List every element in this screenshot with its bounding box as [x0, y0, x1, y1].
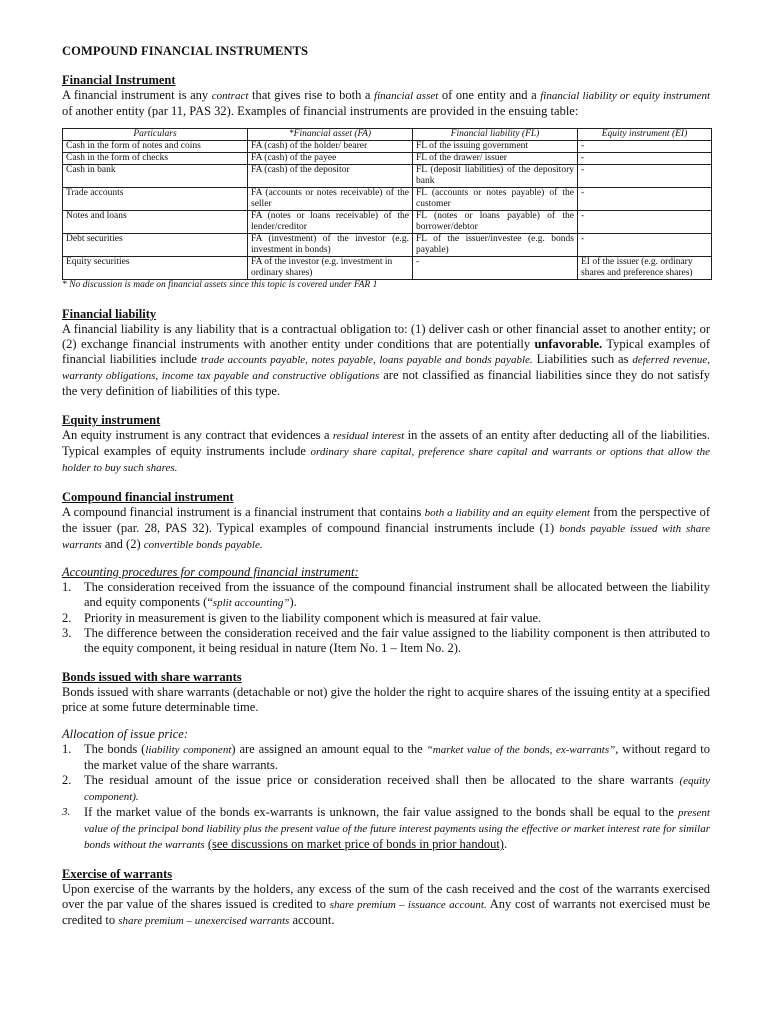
text-run: ) are assigned an amount equal to the	[231, 742, 427, 756]
table-cell: FL of the issuer/investee (e.g. bonds payable)	[413, 234, 578, 257]
text-run: A financial instrument is any	[62, 88, 212, 102]
list-number: 1.	[62, 580, 72, 594]
compound-instrument-paragraph	[62, 505, 710, 553]
italic-term: deferred revenue, warranty obligations, income tax payable and constructive obligations	[62, 354, 710, 382]
table-cell: Cash in the form of notes and coins	[63, 141, 248, 153]
text-run: The difference between the consideration received and the fair value assigned to the liability component is then attributed to the equity component, it being residual in nature (Item No. 1 – Item No. 2).	[84, 626, 710, 655]
table-row	[63, 234, 712, 257]
italic-term: financial liability or equity instrument	[540, 90, 711, 102]
exercise-warrants-heading: Exercise of warrants	[62, 867, 173, 881]
financial-liability-paragraph	[62, 322, 710, 399]
table-cell: -	[578, 234, 712, 257]
text-run: If the market value of the bonds ex-warrants is unknown, the fair value assigned to the bonds shall be equal to the	[84, 805, 679, 819]
text-run: The bonds (	[84, 742, 146, 756]
text-run: Typical examples of financial liabilities include	[62, 337, 710, 366]
column-header: Equity instrument (EI)	[578, 129, 712, 141]
list-item	[62, 580, 710, 611]
italic-term: convertible bonds payable.	[143, 539, 263, 551]
table-cell: FL (deposit liabilities) of the depository bank	[413, 165, 578, 188]
table-cell: FL of the drawer/ issuer	[413, 153, 578, 165]
column-header: *Financial asset (FA)	[248, 129, 413, 141]
list-item	[62, 611, 710, 626]
table-cell: FA (cash) of the holder/ bearer	[248, 141, 413, 153]
italic-term: share premium – issuance account.	[329, 899, 487, 911]
text-run: from the perspective of the issuer (par. 28, PAS 32). Typical examples of compound financial instruments include (1)	[62, 505, 711, 535]
italic-term: residual interest	[332, 430, 405, 442]
table-row	[63, 153, 712, 165]
italic-term: (equity component).	[84, 775, 710, 803]
equity-instrument-paragraph	[62, 428, 710, 476]
table-cell: FL (notes or loans payable) of the borrower/debtor	[413, 211, 578, 234]
table-cell: FA (notes or loans receivable) of the lender/creditor	[248, 211, 413, 234]
italic-term: split accounting”	[212, 597, 290, 609]
bold-term: unfavorable.	[534, 337, 603, 351]
italic-term: bonds payable issued with share warrants	[62, 523, 710, 551]
underlined-reference: (see discussions on market price of bonds in prior handout)	[207, 837, 504, 851]
accounting-procedures-list	[62, 580, 710, 656]
list-number: 2.	[62, 773, 72, 787]
column-header: Financial liability (FL)	[413, 129, 578, 141]
financial-instrument-paragraph	[62, 88, 710, 119]
italic-term: present value of the principal bond liability plus the present value of the future interest payments using the effective or market interest rate for similar bonds without the warrants	[84, 807, 710, 851]
list-item	[62, 773, 710, 805]
table-header-row	[63, 129, 712, 141]
list-number: 3.	[62, 806, 71, 818]
list-item	[62, 626, 710, 656]
text-run: of one entity and a	[438, 88, 541, 102]
table-cell: Trade accounts	[63, 188, 248, 211]
text-run: Upon exercise of the warrants by the holders, any excess of the sum of the cash received and the cost of the warrants exercised over the par value of the shares issued is credited to	[62, 882, 710, 911]
table-cell: FL of the issuing government	[413, 141, 578, 153]
table-cell: Cash in the form of checks	[63, 153, 248, 165]
text-run: , without regard to the market value of the share warrants.	[84, 742, 710, 772]
text-run: The consideration received from the issuance of the compound financial instrument shall be allocated between the liability and equity components (“	[84, 580, 710, 609]
document-title: COMPOUND FINANCIAL INSTRUMENTS	[62, 44, 309, 58]
table-cell: Equity securities	[63, 257, 248, 280]
list-item	[62, 805, 710, 853]
italic-term: “market value of the bonds, ex-warrants”	[426, 744, 616, 756]
italic-term: share premium – unexercised warrants	[118, 915, 290, 927]
text-run: of another entity (par 11, PAS 32). Examples of financial instruments are provided in the ensuing table:	[62, 104, 579, 118]
italic-term: ordinary share capital, preference share capital and warrants or options that allow the holder to buy such shares.	[62, 446, 710, 474]
italic-term: contract	[211, 90, 249, 102]
text-run: that gives rise to both a	[248, 88, 375, 102]
financial-instrument-heading: Financial Instrument	[62, 73, 176, 87]
text-run: Liabilities such as	[532, 352, 633, 366]
table-cell: -	[413, 257, 578, 280]
table-cell: -	[578, 188, 712, 211]
table-cell: FA (accounts or notes receivable) of the seller	[248, 188, 413, 211]
table-row	[63, 211, 712, 234]
table-cell: Cash in bank	[63, 165, 248, 188]
text-run: in the assets of an entity after deducting all of the liabilities. Typical examples of equity instruments include	[62, 428, 711, 458]
text-run: Priority in measurement is given to the liability component which is measured at fair value.	[84, 611, 542, 625]
accounting-procedures-heading: Accounting procedures for compound financial instrument:	[62, 565, 359, 579]
compound-instrument-heading: Compound financial instrument	[62, 490, 234, 504]
italic-term: liability component	[145, 744, 232, 756]
text-run: account.	[289, 913, 335, 927]
text-run: .	[503, 837, 508, 851]
table-footnote: * No discussion is made on financial assets since this topic is covered under FAR 1	[62, 280, 378, 290]
financial-liability-heading: Financial liability	[62, 307, 157, 321]
allocation-list	[62, 742, 710, 853]
table-cell: FA (cash) of the depositor	[248, 165, 413, 188]
text-run: A financial liability is any liability that is a contractual obligation to: (1) deliver cash or other financial asset to another entity; or (2) exchange financial instruments with another entity under conditions that are potentially	[62, 322, 710, 351]
list-number: 2.	[62, 611, 72, 625]
bonds-warrants-heading: Bonds issued with share warrants	[62, 670, 242, 684]
table-row	[63, 257, 712, 280]
table-cell: FL (accounts or notes payable) of the customer	[413, 188, 578, 211]
table-cell: FA (cash) of the payee	[248, 153, 413, 165]
text-run: An equity instrument is any contract that evidences a	[62, 428, 333, 442]
italic-term: both a liability and an equity element	[424, 507, 590, 519]
table-row	[63, 141, 712, 153]
list-item	[62, 742, 710, 773]
text-run: are not classified as financial liabilities since they do not satisfy the very definition of liabilities of this type.	[62, 368, 710, 398]
table-cell: -	[578, 153, 712, 165]
table-cell: Notes and loans	[63, 211, 248, 234]
financial-instruments-table	[62, 128, 712, 280]
list-number: 1.	[62, 742, 72, 756]
table-cell: Debt securities	[63, 234, 248, 257]
allocation-heading: Allocation of issue price:	[62, 727, 189, 741]
text-run: The residual amount of the issue price or consideration received shall then be allocated to the share warrants	[84, 773, 680, 787]
italic-term: trade accounts payable, notes payable, loans payable and bonds payable.	[200, 354, 533, 366]
column-header: Particulars	[63, 129, 248, 141]
exercise-warrants-paragraph	[62, 882, 710, 929]
table-cell: EI of the issuer (e.g. ordinary shares and preference shares)	[578, 257, 712, 280]
table-cell: -	[578, 211, 712, 234]
text-run: and (2)	[101, 537, 144, 551]
table-cell: -	[578, 141, 712, 153]
table-row	[63, 165, 712, 188]
bonds-warrants-paragraph: Bonds issued with share warrants (detachable or not) give the holder the right to acquire shares of the issuing entity at a specified price at some future determinable time.	[62, 685, 710, 714]
table-cell: FA (investment) of the investor (e.g. investment in bonds)	[248, 234, 413, 257]
equity-instrument-heading: Equity instrument	[62, 413, 161, 427]
list-number: 3.	[62, 626, 72, 640]
table-row	[63, 188, 712, 211]
italic-term: financial asset	[374, 90, 439, 102]
text-run: Any cost of warrants not exercised must be credited to	[62, 897, 711, 927]
table-cell: FA of the investor (e.g. investment in ordinary shares)	[248, 257, 413, 280]
text-run: A compound financial instrument is a financial instrument that contains	[62, 505, 425, 519]
table-cell: -	[578, 165, 712, 188]
text-run: ).	[289, 595, 297, 609]
